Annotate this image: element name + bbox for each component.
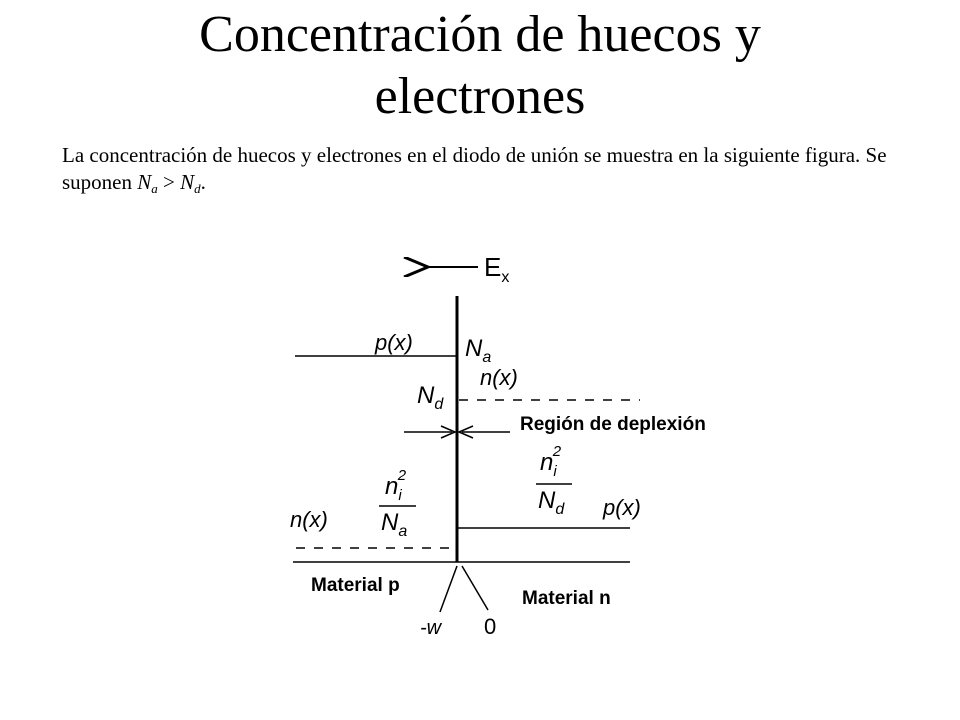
material-n-label: Material n xyxy=(522,588,611,609)
p-x-right: p(x) xyxy=(603,495,641,520)
depletion-label: Región de deplexión xyxy=(520,414,706,435)
minus-w-label: -w xyxy=(420,617,442,639)
na-label: $N_a$ xyxy=(465,335,492,366)
intro-text: La concentración de huecos y electrones en el diodo de unión se muestra en la siguiente figura. Se suponen xyxy=(62,143,887,194)
material-p-label: Material p xyxy=(311,575,400,596)
title-line-2: electrones xyxy=(374,68,586,125)
n-x-right: n(x) xyxy=(480,365,518,390)
minus-w-pointer xyxy=(440,566,457,612)
zero-pointer xyxy=(462,566,488,610)
den-right: $N_d$ xyxy=(538,487,565,518)
field-label: $E_x$ xyxy=(484,252,510,286)
intro-nd: $N_d$ xyxy=(180,170,201,196)
ni-right: $n_i2$ xyxy=(540,443,562,480)
p-x-left: p(x) xyxy=(375,330,413,355)
zero-label: 0 xyxy=(484,614,497,639)
intro-op: > xyxy=(157,170,181,194)
title-line-1: Concentración de huecos y xyxy=(199,6,761,63)
den-left: $N_a$ xyxy=(381,509,408,540)
intro-na: $N_a$ xyxy=(137,170,158,196)
nd-label: $N_d$ xyxy=(417,382,444,413)
intro-paragraph: La concentración de huecos y electrones en el diodo de unión se muestra en la siguiente figura. Se suponen $N_a > N_d$. xyxy=(62,143,887,196)
n-x-left: n(x) xyxy=(290,507,328,532)
ni-left: $n_i2$ xyxy=(385,467,407,504)
